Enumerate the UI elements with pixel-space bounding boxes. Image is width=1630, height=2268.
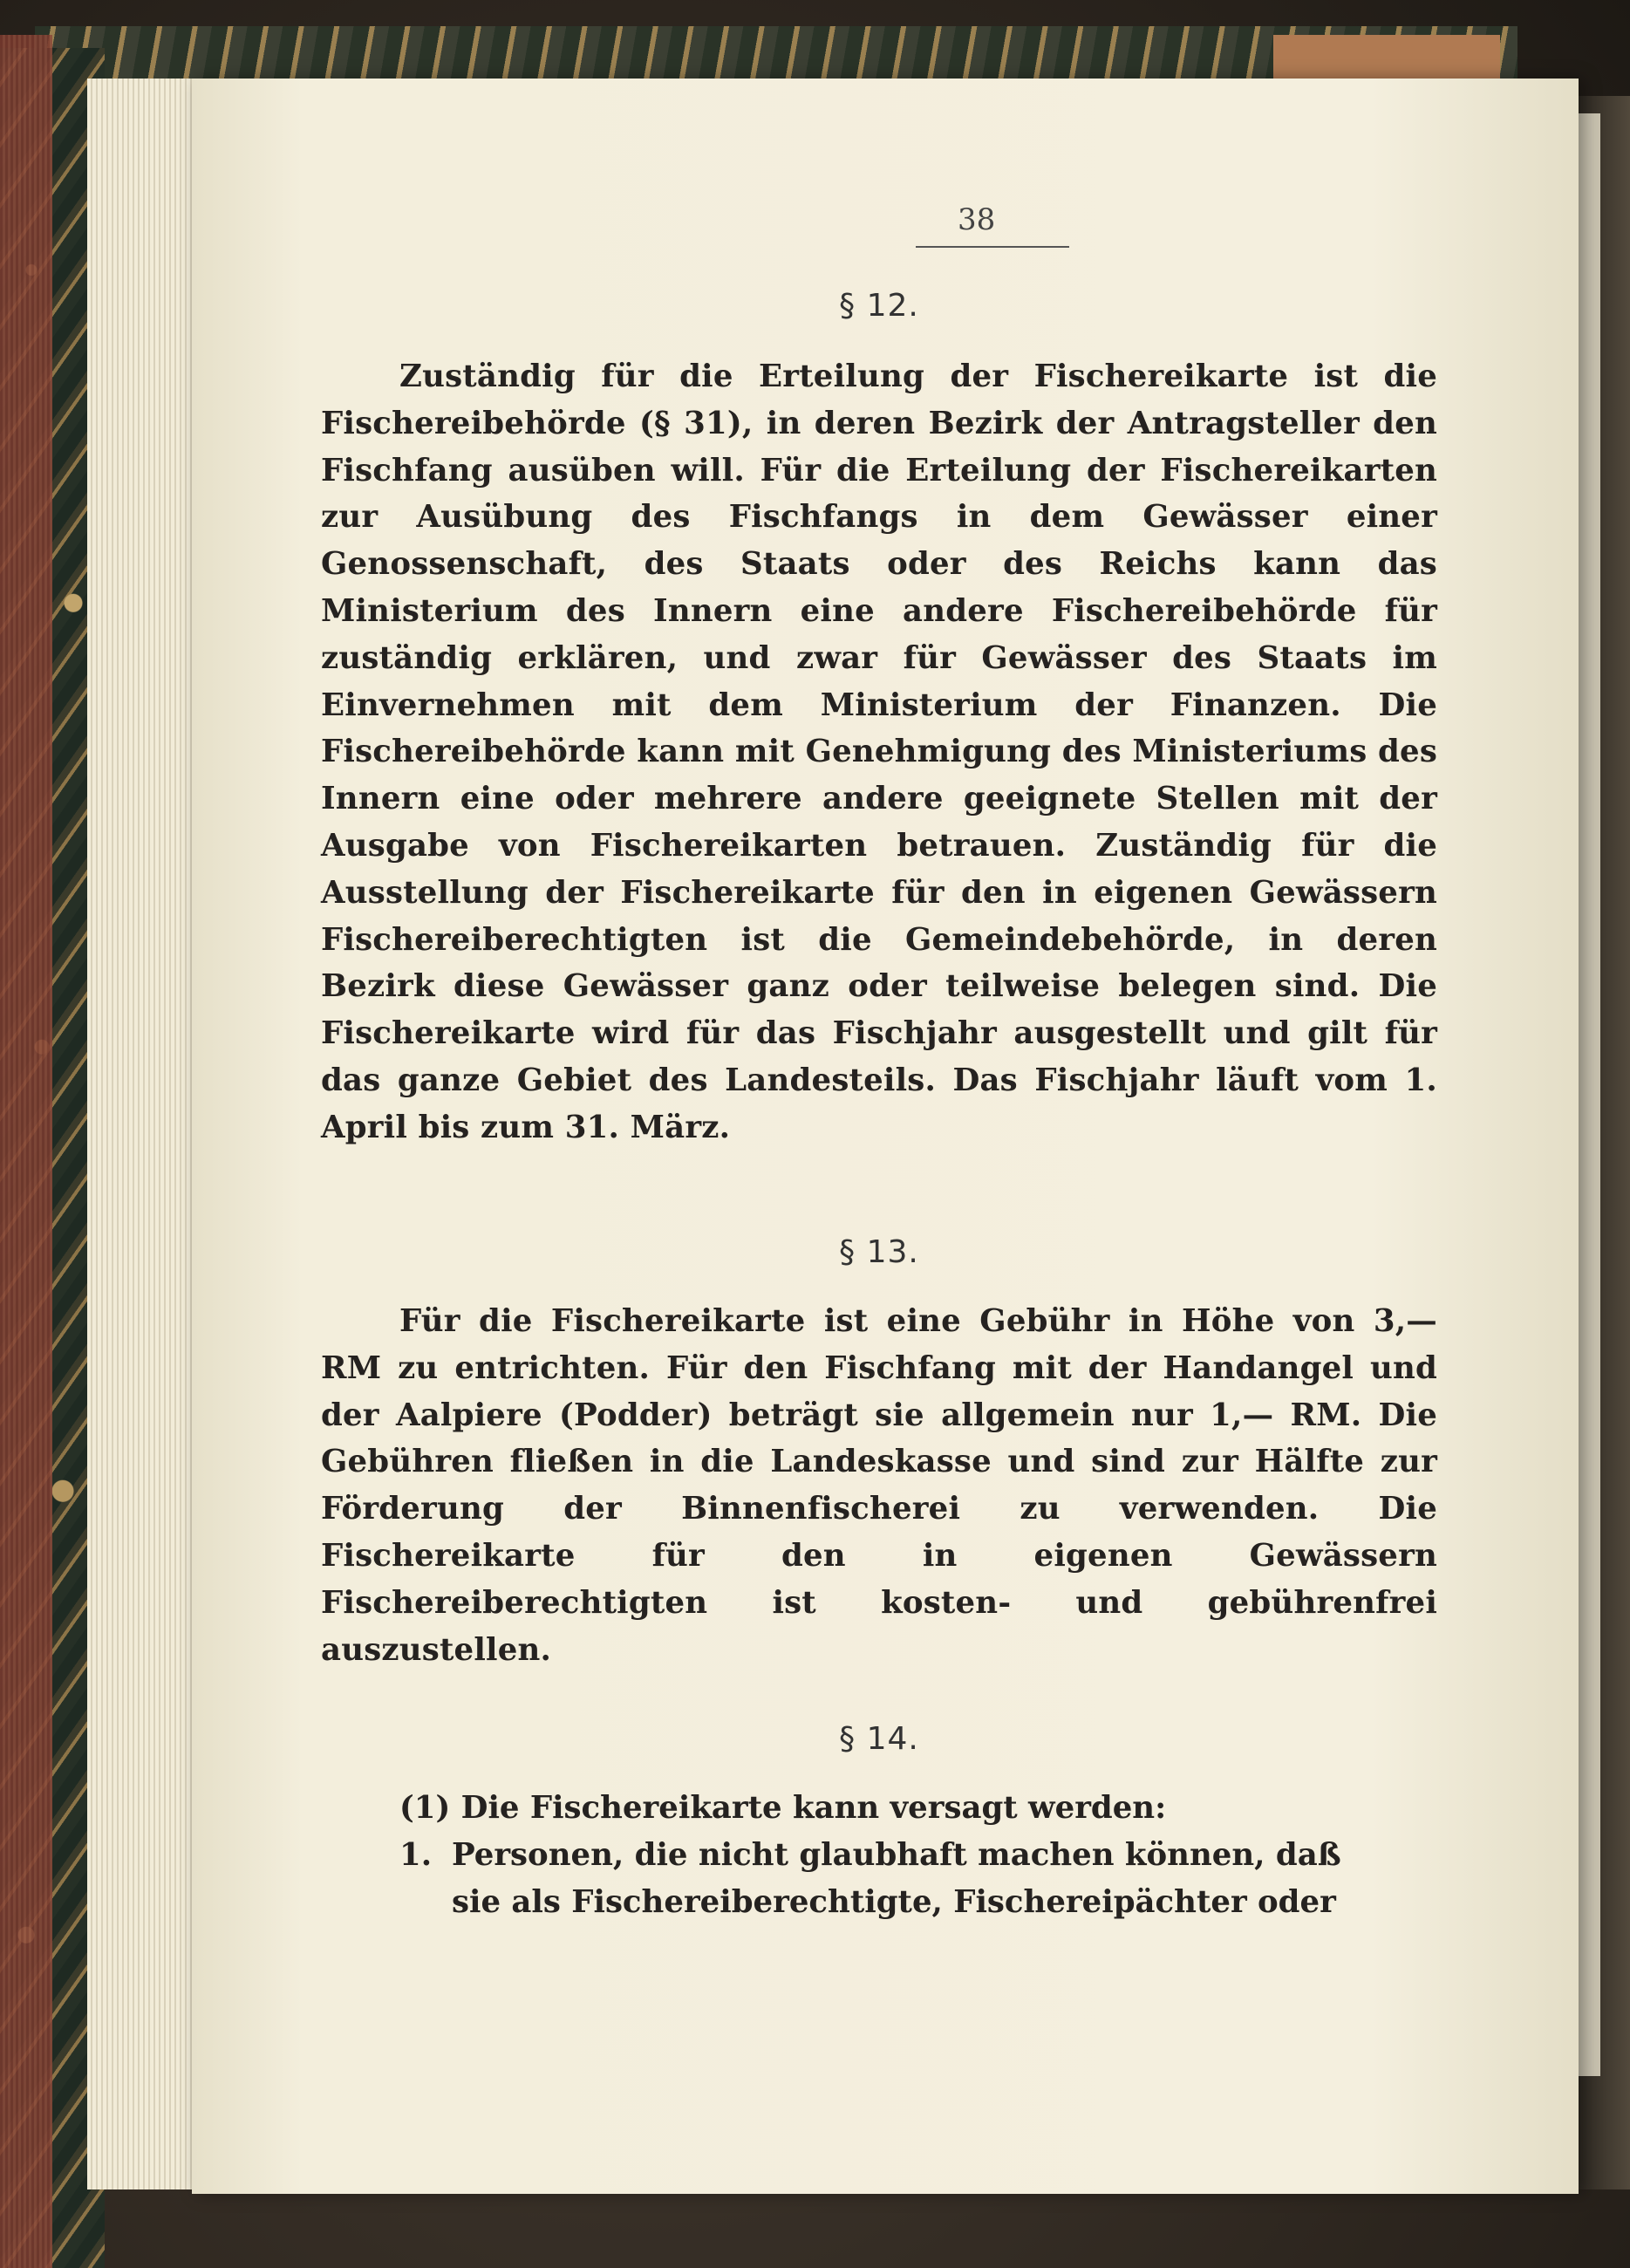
page-stack-edges — [87, 79, 201, 2189]
page-number-rule — [916, 246, 1069, 248]
list-item-number: 1. — [399, 1837, 433, 1873]
list-item-text: Personen, die nicht glaubhaft machen können, daß — [452, 1837, 1341, 1873]
section-14-intro: (1) Die Fischereikarte kann versagt werden: — [399, 1790, 1167, 1826]
facing-page-strip — [1579, 113, 1600, 2076]
section-12-paragraph: Zuständig für die Erteilung der Fischereikarte ist die Fischereibehörde (§ 31), in deren Bezirk der Antragsteller den Fischfang ausüben will. Für die Erteilung der Fischereikarten zur Ausübung des Fischfangs in dem Gewässer einer Genossenschaft, des Staats oder des Reichs kann das Ministerium des Innern eine andere Fischereibehörde für zuständig erklären, und zwar für Gewässer des Staats im Einvernehmen mit dem Ministerium der Finanzen. Die Fischereibehörde kann mit Genehmigung des Ministeriums des Innern eine oder mehrere andere geeignete Stellen mit der Ausgabe von Fischereikarten betrauen. Zuständig für die Ausstellung der Fischereikarte für den in eigenen Gewässern Fischereiberechtigten ist die Gemeindebehörde, in deren Bezirk diese Gewässer ganz oder teilweise belegen sind. Die Fischereikarte wird für das Fischjahr ausgestellt und gilt für das ganze Gebiet des Landesteils. Das Fischjahr läuft vom 1. April bis zum 31. März. — [321, 359, 1437, 1145]
section-13-paragraph: Für die Fischereikarte ist eine Gebühr in Höhe von 3,— RM zu entrichten. Für den Fischfang mit der Handangel und der Aalpiere (Podder) beträgt sie allgemein nur 1,— RM. Die Gebühren fließen in die Landeskasse und sind zur Hälfte zur Förderung der Binnenfischerei zu verwenden. Die Fischereikarte für den in eigenen Gewässern Fischereiberechtigten ist kosten- und gebührenfrei auszustellen. — [321, 1303, 1437, 1668]
list-item — [321, 1832, 1437, 1879]
list-item-continuation: sie als Fischereiberechtigte, Fischereipächter oder — [452, 1884, 1336, 1920]
page-number: 38 — [958, 202, 996, 237]
cover-spine-leather — [0, 35, 52, 2268]
section-heading-12: § 12. — [839, 288, 919, 324]
section-heading-14: § 14. — [839, 1721, 919, 1757]
section-heading-13: § 13. — [839, 1234, 919, 1270]
